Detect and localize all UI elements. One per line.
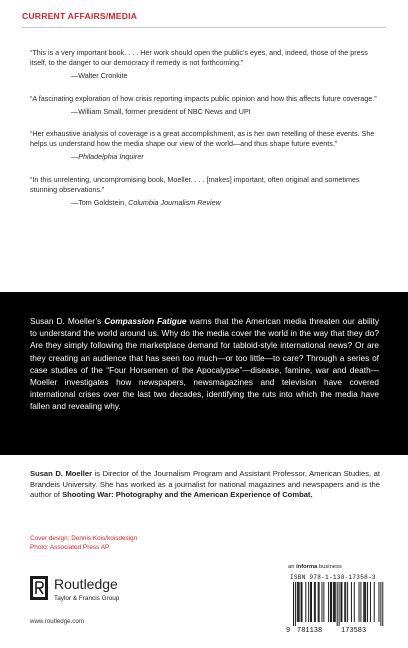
barcode-bar xyxy=(334,582,335,622)
barcode-bar xyxy=(323,582,324,622)
barcode-bar xyxy=(364,582,365,622)
barcode-bar xyxy=(305,582,306,622)
quote-text: “In this unrelenting, uncompromising book, Moeller. . . . [makes] important, often original and sometimes stunning observations.” xyxy=(30,174,360,194)
author-bio: Susan D. Moeller is Director of the Journalism Program and Assistant Professor, American Studies, at Brandeis University. She has worked as a journalist for national magazines and newspapers and is the author of Shooting War: Photography and the American Experience of Combat. xyxy=(30,469,380,500)
barcode-bar xyxy=(311,582,312,622)
quote xyxy=(30,175,382,209)
publisher-logo xyxy=(30,574,170,614)
barcode-bar xyxy=(367,582,368,622)
barcode-bar xyxy=(344,582,345,622)
barcode-digits: 781138 xyxy=(297,627,323,635)
routledge-mark-icon xyxy=(30,576,48,600)
book-description: Susan D. Moeller’s Compassion Fatigue warns that the American media threaten our ability to understand the world around us. Why do the media cover the world in the way that they do? Are they simply following the marketplace demand for tabloid-style international news? Or are they creating an audience that has seen too much—or too little—to care? Through a series of case studies of the “Four Horsemen of the Apocalypse”—disease, famine, war and death—Moeller investigates how newspapers, newsmagazines and television have covered international crises over the last two decades, identifying the ruts into which the media have fallen and revealing why. xyxy=(30,316,380,412)
barcode-bar xyxy=(339,582,340,626)
barcode-bar xyxy=(351,582,352,622)
barcode-bar xyxy=(360,582,361,622)
barcode-bar xyxy=(341,582,342,622)
isbn-label: ISBN 978-1-138-17358-3 xyxy=(290,574,376,581)
barcode-bar xyxy=(330,582,331,622)
barcode-bar xyxy=(308,582,309,622)
barcode-bar xyxy=(365,582,366,622)
quote-attribution: —Tom Goldstein, Columbia Journalism Review xyxy=(71,198,221,208)
review-quotes xyxy=(30,48,382,220)
barcode-bar xyxy=(354,582,355,622)
barcode-bar xyxy=(301,582,302,622)
quote xyxy=(30,129,382,163)
barcode-bar xyxy=(363,582,364,622)
quote-attribution: —Walter Cronkite xyxy=(71,71,128,81)
book-title: Compassion Fatigue xyxy=(104,316,187,326)
barcode-bar xyxy=(319,582,320,622)
barcode-bar xyxy=(314,582,315,622)
description-band xyxy=(0,292,408,455)
author-name: Susan D. Moeller xyxy=(30,469,93,478)
barcode-digits: 9 xyxy=(286,627,291,635)
quote xyxy=(30,94,382,117)
barcode-bar xyxy=(302,582,303,622)
quote-attribution: —William Small, former president of NBC News and UPI xyxy=(71,106,251,116)
barcode-bar xyxy=(322,582,323,622)
top-divider xyxy=(22,27,386,28)
barcode-bar xyxy=(315,582,316,622)
cover-design-credit: Cover design: Dennis Kois/koisdesign xyxy=(30,535,138,542)
publisher-name: Routledge xyxy=(54,576,118,592)
barcode-bar xyxy=(370,582,371,622)
quote-text: “Her exhaustive analysis of coverage is a great accomplishment, as is her own retelling of these events. She helps us understand how the media shape our view of the world—and thus shape future events.” xyxy=(30,129,375,149)
barcode xyxy=(284,582,384,635)
barcode-bar xyxy=(298,582,299,622)
barcode-bar xyxy=(299,582,300,622)
barcode-digits: 173583 xyxy=(341,627,367,635)
barcode-bar xyxy=(347,582,348,622)
barcode-bar xyxy=(380,582,381,626)
barcode-bar xyxy=(297,582,298,622)
quote xyxy=(30,48,382,82)
barcode-bar xyxy=(293,582,294,626)
barcode-bar xyxy=(295,582,296,626)
barcode-bar xyxy=(379,582,380,622)
barcode-bar xyxy=(337,582,338,626)
informa-note: an informa business xyxy=(288,564,342,570)
barcode-bar xyxy=(318,582,319,622)
previous-book-title: Shooting War: Photography and the American Experience of Combat. xyxy=(62,490,313,500)
publisher-website: www.routledge.com xyxy=(30,618,84,625)
photo-credit: Photo: Associated Press AP xyxy=(30,544,110,551)
barcode-bar xyxy=(331,582,332,622)
barcode-bar xyxy=(359,582,360,622)
barcode-bar xyxy=(310,582,311,622)
publisher-tagline: Taylor & Francis Group xyxy=(54,595,120,602)
category-label: CURRENT AFFAIRS/MEDIA xyxy=(22,11,138,21)
quote-text: “A fascinating exploration of how crisis reporting impacts public opinion and how this affects future coverage.” xyxy=(30,93,377,103)
quote-attribution: —Philadelphia Inquirer xyxy=(71,152,144,162)
barcode-bar xyxy=(328,582,329,622)
barcode-bar xyxy=(335,582,336,622)
cover-credits xyxy=(30,534,137,552)
barcode-bar xyxy=(333,582,334,622)
barcode-bar xyxy=(382,582,383,626)
barcode-bar xyxy=(374,582,375,622)
isbn-barcode-block xyxy=(284,573,384,635)
barcode-bar xyxy=(341,582,342,622)
quote-text: “This is a very important book. . . . Her work should open the public’s eyes, and, indeed, those of the press itself, to the danger to our democracy if remedy is not forthcoming.” xyxy=(30,48,368,68)
barcode-bar xyxy=(345,582,346,622)
